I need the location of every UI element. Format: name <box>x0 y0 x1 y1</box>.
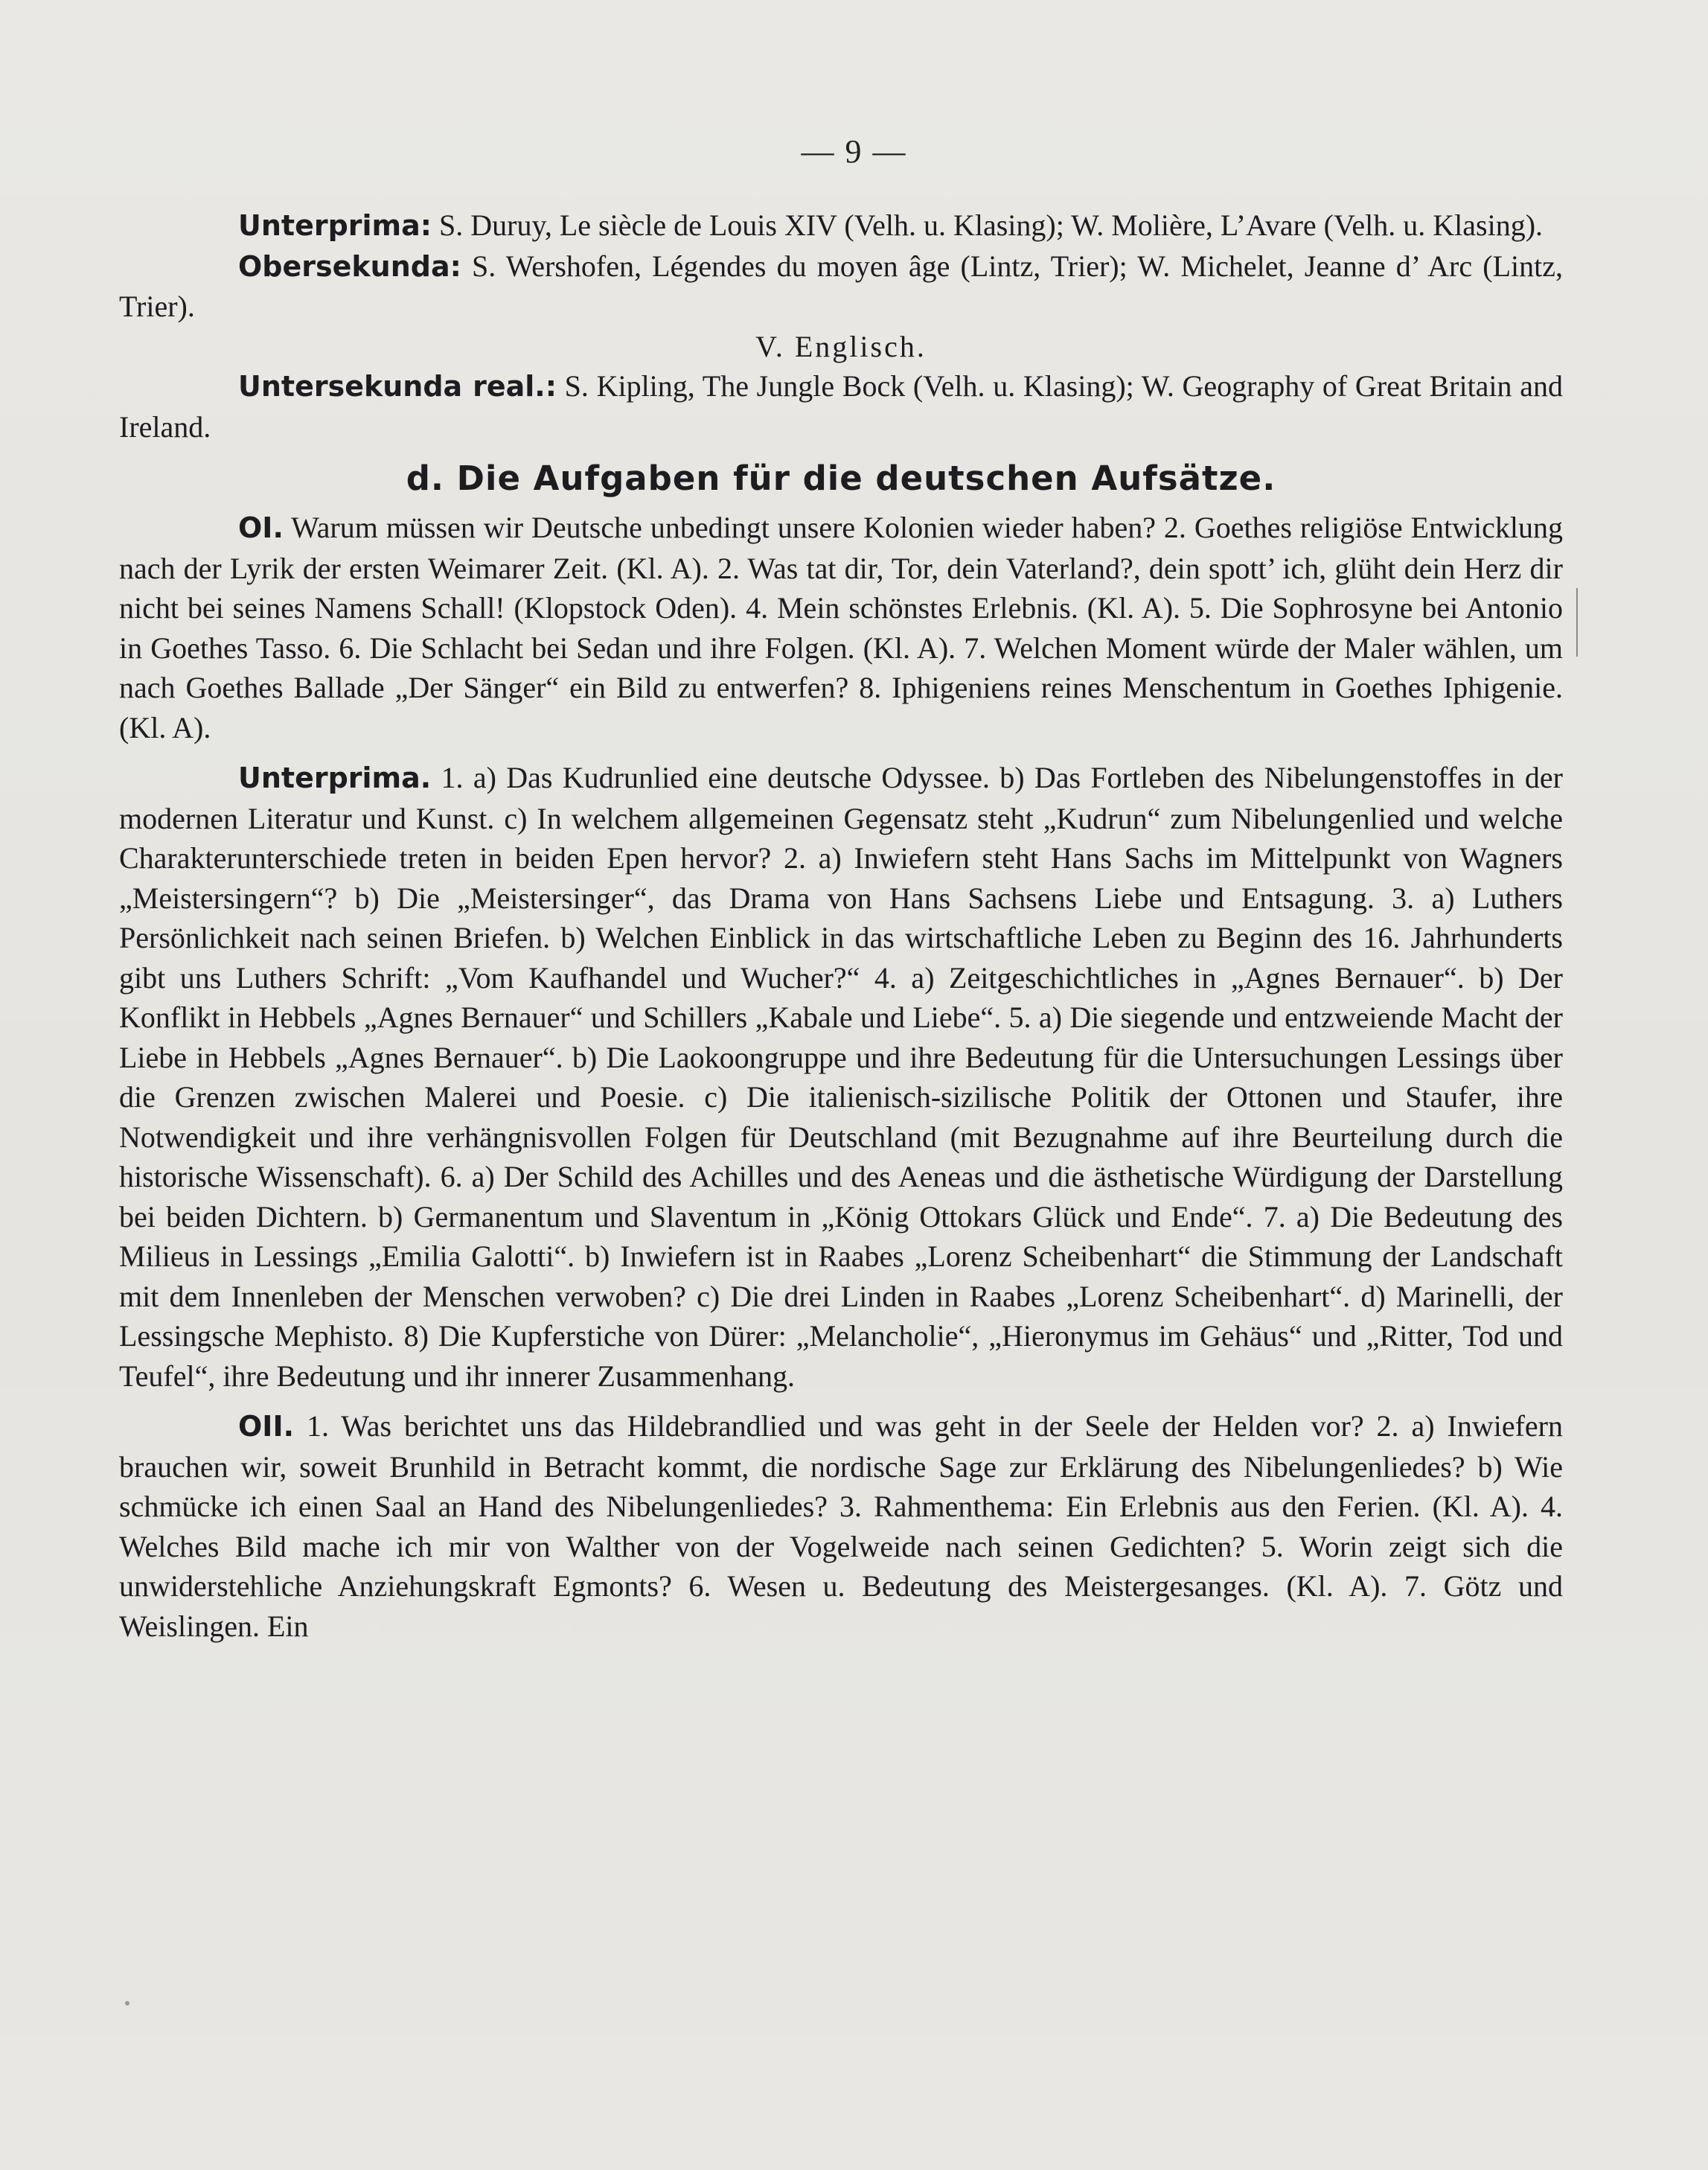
reading-paragraph-untersekunda <box>119 366 1563 447</box>
paper-speck <box>125 2001 129 2005</box>
class-label: Unterprima. <box>238 762 432 794</box>
topics-text: Warum müssen wir Deutsche unbedingt unsere Kolonien wieder haben? 2. Goethes religiöse Entwicklung nach der Lyrik der ersten Weimarer Zeit. (Kl. A). 2. Was tat dir, Tor, dein Vaterland?, dein spott’ ich, glüht dein Herz dir nicht bei seines Namens Schall! (Klopstock Oden). 4. Mein schönstes Erlebnis. (Kl. A). 5. Die Sophrosyne bei Antonio in Goethes Tasso. 6. Die Schlacht bei Sedan und ihre Folgen. (Kl. A). 7. Welchen Moment würde der Maler wählen, um nach Goethes Ballade „Der Sänger“ ein Bild zu entwerfen? 8. Iphigeniens reines Menschentum in Goethes Iphigenie. (Kl. A). <box>119 511 1563 744</box>
class-label: Untersekunda real.: <box>238 370 557 403</box>
class-label: Obersekunda: <box>238 249 461 283</box>
page-number: — 9 — <box>801 133 907 170</box>
reading-text: S. Kipling, The Jungle Bock (Velh. u. Klasing); W. Geography of Great Britain and Ireland. <box>119 369 1563 444</box>
class-label: Unterprima: <box>238 209 432 242</box>
section-heading: d. Die Aufgaben für die deutschen Aufsätze. <box>406 459 1276 498</box>
topics-paragraph-unterprima <box>119 758 1563 1396</box>
reading-paragraph-unterprima <box>119 205 1563 246</box>
class-label: OII. <box>238 1410 295 1443</box>
page-edge-mark <box>1576 588 1578 657</box>
reading-paragraph-obersekunda <box>119 246 1563 327</box>
topics-text: 1. a) Das Kudrunlied eine deutsche Odyssee. b) Das Fortleben des Nibelungenstoffes in der modernen Literatur und Kunst. c) In welchem allgemeinen Gegensatz steht „Kudrun“ zum Nibelungenlied und welche Charakterunterschiede treten in beiden Epen hervor? 2. a) Inwiefern steht Hans Sachs im Mittelpunkt von Wagners „Meistersingern“? b) Die „Meistersinger“, das Drama von Hans Sachsens Liebe und Entsagung. 3. a) Luthers Persönlichkeit nach seinen Briefen. b) Welchen Einblick in das wirtschaftliche Leben zu Beginn des 16. Jahrhunderts gibt uns Luthers Schrift: „Vom Kaufhandel und Wucher?“ 4. a) Zeitgeschichtliches in „Agnes Bernauer“. b) Der Konflikt in Hebbels „Agnes Bernauer“ und Schillers „Kabale und Liebe“. 5. a) Die siegende und entzweiende Macht der Liebe in Hebbels „Agnes Bernauer“. b) Die Laokoongruppe und ihre Bedeutung für die Untersuchungen Lessings über die Grenzen zwischen Malerei und Poesie. c) Die italienisch-sizilische Politik der Ottonen und Staufer, ihre Notwendigkeit und ihre verhängnisvollen Folgen für Deutschland (mit Bezugnahme auf ihre Beurteilung durch die historische Wissenschaft). 6. a) Der Schild des Achilles und des Aeneas und die ästhetische Würdigung der Darstellung bei beiden Dichtern. b) Germanentum und Slaventum in „König Ottokars Glück und Ende“. 7. a) Die Bedeutung des Milieus in Lessings „Emilia Galotti“. b) Inwiefern ist in Raabes „Lorenz Scheibenhart“ die Stimmung der Landschaft mit dem Innenleben der Menschen verwoben? c) Die drei Linden in Raabes „Lorenz Scheibenhart“. d) Marinelli, der Lessingsche Mephisto. 8) Die Kupferstiche von Dürer: „Melancholie“, „Hieronymus im Gehäus“ und „Ritter, Tod und Teufel“, ihre Bedeutung und ihr innerer Zusammenhang. <box>119 761 1563 1393</box>
topics-text: 1. Was berichtet uns das Hildebrandlied und was geht in der Seele der Helden vor? 2. a) Inwiefern brauchen wir, soweit Brunhild in Betracht kommt, die nordische Sage zur Erklärung des Nibelungenliedes? b) Wie schmücke ich einen Saal an Hand des Nibelungenliedes? 3. Rahmenthema: Ein Erlebnis aus den Ferien. (Kl. A). 4. Welches Bild mache ich mir von Walther von der Vogelweide nach seinen Gedichten? 5. Worin zeigt sich die unwiderstehliche Anziehungskraft Egmonts? 6. Wesen u. Bedeutung des Meistergesanges. (Kl. A). 7. Götz und Weislingen. Ein <box>119 1409 1563 1643</box>
reading-text: S. Wershofen, Légendes du moyen âge (Lintz, Trier); W. Michelet, Jeanne d’ Arc (Lintz, Trier). <box>119 249 1563 323</box>
reading-text: S. Duruy, Le siècle de Louis XIV (Velh. u. Klasing); W. Molière, L’Avare (Velh. u. Klasing). <box>432 208 1544 242</box>
topics-paragraph-oii <box>119 1406 1563 1646</box>
english-subheading: V. Englisch. <box>755 329 927 363</box>
topics-paragraph-oi <box>119 508 1563 747</box>
class-label: OI. <box>238 511 284 544</box>
page-body <box>119 205 1563 1646</box>
